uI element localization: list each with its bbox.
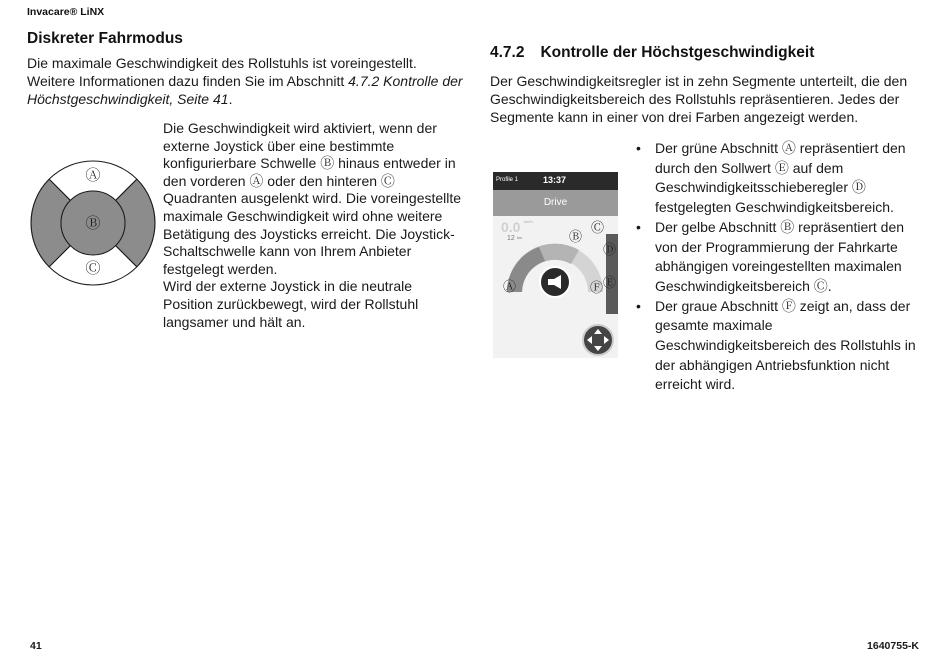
subsection-title: Kontrolle der Höchstgeschwindigkeit	[540, 44, 815, 61]
display-profile: Profile 1	[496, 177, 519, 183]
joystick-quadrant-diagram	[30, 160, 156, 286]
intro-text-1: Die maximale Geschwindigkeit des Rollstuhls ist voreingestellt. Weitere Informationen dazu finden Sie im Abschnitt	[27, 55, 417, 89]
bullet-list	[636, 139, 926, 395]
display-label-e: Ⓔ	[603, 276, 617, 291]
bullet-item: • Der grüne Abschnitt Ⓐ repräsentiert den durch den Sollwert Ⓔ auf dem Geschwindigkeitsschieberegler Ⓓ festgelegten Geschwindigkeitsbereich.	[636, 139, 926, 218]
intro-paragraph	[27, 54, 467, 108]
display-mode-bar: Drive	[493, 190, 618, 216]
bullet-item: • Der graue Abschnitt Ⓕ zeigt an, dass der gesamte maximale Geschwindigkeitsbereich des Rollstuhls in der abhängigen Antriebsfunktion nicht erreicht wird.	[636, 297, 926, 396]
subsection-number: 4.7.2	[490, 44, 525, 61]
display-label-d: Ⓓ	[603, 243, 617, 258]
section-heading-discrete-mode: Diskreter Fahrmodus	[27, 30, 183, 47]
speed-intro-paragraph: Der Geschwindigkeitsregler ist in zehn Segmente unterteilt, die den Geschwindigkeitsbereich des Rollstuhls repräsentieren. Jedes der Segmente kann in einer von drei Farben angezeigt werden.	[490, 73, 908, 125]
cross-reference-link[interactable]: 4.7.2 Kontrolle der Höchstgeschwindigkeit, Seite 41	[27, 73, 463, 107]
display-label-f: Ⓕ	[590, 281, 604, 296]
brand-header: Invacare® LiNX	[27, 6, 105, 18]
label-a: Ⓐ	[85, 166, 101, 184]
odometer-unit: km	[517, 235, 523, 240]
display-label-b: Ⓑ	[569, 230, 583, 245]
document-code: 1640755-K	[867, 640, 919, 652]
display-label-c: Ⓒ	[591, 221, 605, 236]
body-paragraph: Die Geschwindigkeit wird aktiviert, wenn der externe Joystick über eine bestimmte konfigurierbare Schwelle Ⓑ hinaus entweder in den vorderen Ⓐ oder den hinteren Ⓒ Quadranten ausgelenkt wird. Die voreingestellte maximale Geschwindigkeit wird ohne weitere Betätigung des Joysticks erreicht. Die Joystick-Schaltschwelle kann von Ihrem Anbieter festgelegt werden.	[163, 120, 462, 277]
speed-readout: 0.0	[501, 219, 521, 235]
display-time: 13:37	[543, 175, 567, 185]
display-status-bar	[493, 172, 618, 190]
bullet-item: • Der gelbe Abschnitt Ⓑ repräsentiert den von der Programmierung der Fahrkarte abhängigen voreingestellten maximalen Geschwindigkeitsbereich Ⓒ.	[636, 218, 926, 297]
left-column	[27, 30, 467, 108]
odometer-readout: 12	[507, 235, 515, 242]
page-number: 41	[30, 640, 42, 652]
subsection-heading	[490, 44, 920, 62]
intro-text-2: .	[228, 91, 233, 107]
body-paragraph-2: Wird der externe Joystick in die neutrale Position zurückbewegt, wird der Rollstuhl langsamer und hält an.	[163, 278, 419, 330]
left-body-text	[163, 120, 463, 331]
speed-unit: km/h	[524, 219, 533, 224]
speed-display-screenshot	[493, 172, 618, 358]
label-b: Ⓑ	[85, 214, 101, 232]
label-c: Ⓒ	[85, 259, 101, 277]
display-label-a: Ⓐ	[503, 280, 517, 295]
right-column	[490, 44, 920, 126]
